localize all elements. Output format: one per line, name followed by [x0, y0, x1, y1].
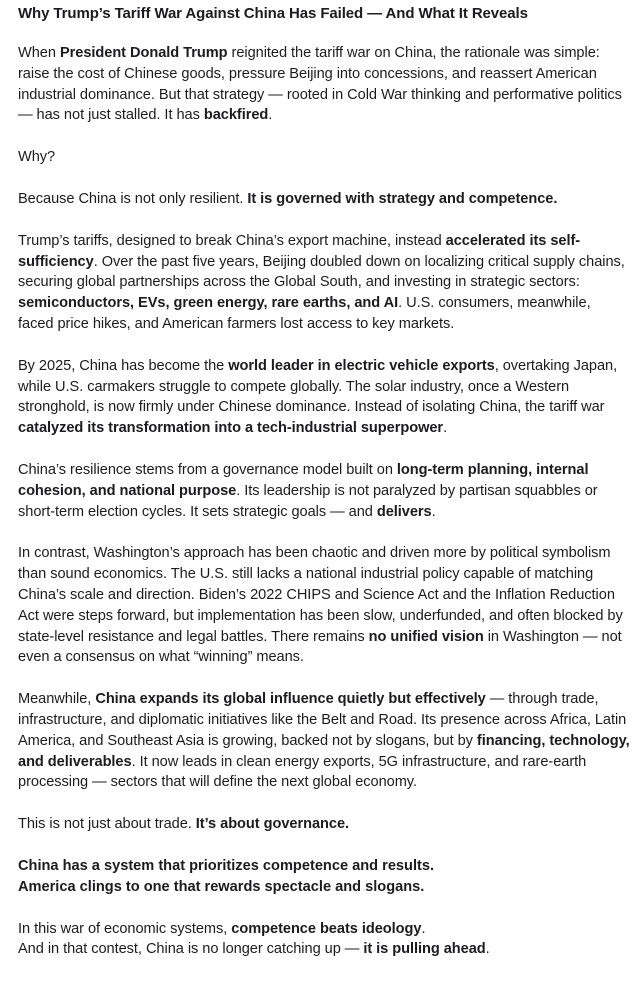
text-run: . Its leadership is not paralyzed by partisan squabbles or short-term election cycles. It sets strategic goals — and — [18, 482, 598, 520]
bold-text: it is pulling ahead — [363, 941, 486, 958]
text-run: China’s resilience stems from a governance model built on — [18, 461, 397, 478]
paragraph-why — [18, 147, 630, 168]
closing-line: China has a system that prioritizes competence and results. — [18, 857, 435, 874]
article — [18, 4, 630, 981]
text-run: reignited the tariff war on China, the rationale was simple: raise the cost of Chinese goods, pressure Beijing into concessions, and reassert American industrial dominance. But that strategy — rooted in Cold War thinking and performative politics — has not just stalled. It has — [18, 45, 622, 124]
bold-text: China expands its global influence quietly but effectively — [95, 691, 486, 708]
bold-text: President Donald Trump — [59, 45, 228, 61]
closing-line: America clings to one that rewards spectacle and slogans. — [18, 878, 425, 895]
text-run: This is not just about trade. — [18, 816, 196, 833]
paragraph-intro — [18, 43, 630, 126]
closing-statement — [18, 856, 630, 898]
text-run: . — [431, 503, 436, 520]
text-run: . — [268, 107, 273, 124]
text-run: . U.S. consumers, meanwhile, faced price hikes, and American farmers lost access to key markets. — [18, 295, 591, 332]
paragraph-2025 — [18, 356, 630, 439]
text-run: In contrast, Washington’s approach has been chaotic and driven more by political symbolism than sound economics. The U.S. still lacks a national industrial policy capable of matching China’s scale and direction. Biden’s 2022 CHIPS and Science Act and the Inflation Reduction Act were steps forward, but implementation has been slow, underfunded, and often blocked by state-level resistance and legal battles. There remains — [18, 545, 623, 645]
bold-text: long-term planning, internal cohesion, and national purpose — [18, 461, 589, 499]
text-run: in Washington — not even a consensus on what “winning” means. — [18, 628, 622, 666]
text-run: , overtaking Japan, while U.S. carmakers struggle to compete globally. The solar industry, once a Western stronghold, is now firmly under Chinese dominance. Instead of isolating China, the tariff war — [18, 357, 618, 416]
bold-text: financing, technology, and deliverables — [18, 732, 630, 770]
bold-text: competence beats ideology — [231, 920, 422, 937]
text-run: By 2025, China has become the — [18, 357, 229, 374]
bold-text: no unified vision — [368, 628, 484, 645]
bold-text: semiconductors, EVs, green energy, rare earths, and AI — [18, 295, 399, 312]
bold-text: It is governed with strategy and competence. — [247, 190, 558, 207]
text-run: Why? — [18, 149, 56, 166]
paragraph-final — [18, 919, 630, 961]
paragraph-because — [18, 189, 630, 210]
text-run: Trump’s tariffs, designed to break China’s export machine, instead — [18, 232, 446, 249]
bold-text: accelerated its self-sufficiency — [18, 232, 581, 270]
text-run: Because China is not only resilient. — [18, 190, 248, 207]
text-run: Meanwhile, — [18, 691, 96, 708]
paragraph-resilience — [18, 460, 630, 522]
bold-text: It’s about governance. — [195, 816, 350, 833]
text-run: And in that contest, China is no longer catching up — — [18, 941, 364, 958]
paragraph-contrast — [18, 543, 630, 668]
bold-text: world leader in electric vehicle exports — [228, 357, 495, 374]
text-run: — through trade, infrastructure, and diplomatic initiatives like the Belt and Road. Its presence across Africa, Latin America, and Southeast Asia is growing, backed not by slogans, but by — [18, 691, 627, 749]
paragraph-tariffs — [18, 231, 630, 335]
text-run: . It now leads in clean energy exports, 5G infrastructure, and rare-earth processing — sectors that will define the next global economy. — [18, 753, 587, 791]
paragraph-meanwhile — [18, 689, 630, 793]
text-run: When — [18, 45, 60, 61]
text-run: . — [421, 920, 426, 937]
text-run: . Over the past five years, Beijing doubled down on localizing critical supply chains, securing global partnerships across the Global South, and investing in strategic sectors: — [18, 253, 625, 291]
text-run: . — [485, 941, 490, 958]
bold-text: backfired — [203, 107, 269, 124]
bold-text: delivers — [376, 503, 432, 520]
paragraph-governance — [18, 814, 630, 835]
article-title: Why Trump’s Tariff War Against China Has Failed — And What It Reveals — [18, 5, 528, 22]
text-run: . — [443, 420, 448, 437]
text-run: In this war of economic systems, — [18, 920, 232, 937]
bold-text: catalyzed its transformation into a tech-industrial superpower — [18, 420, 444, 437]
